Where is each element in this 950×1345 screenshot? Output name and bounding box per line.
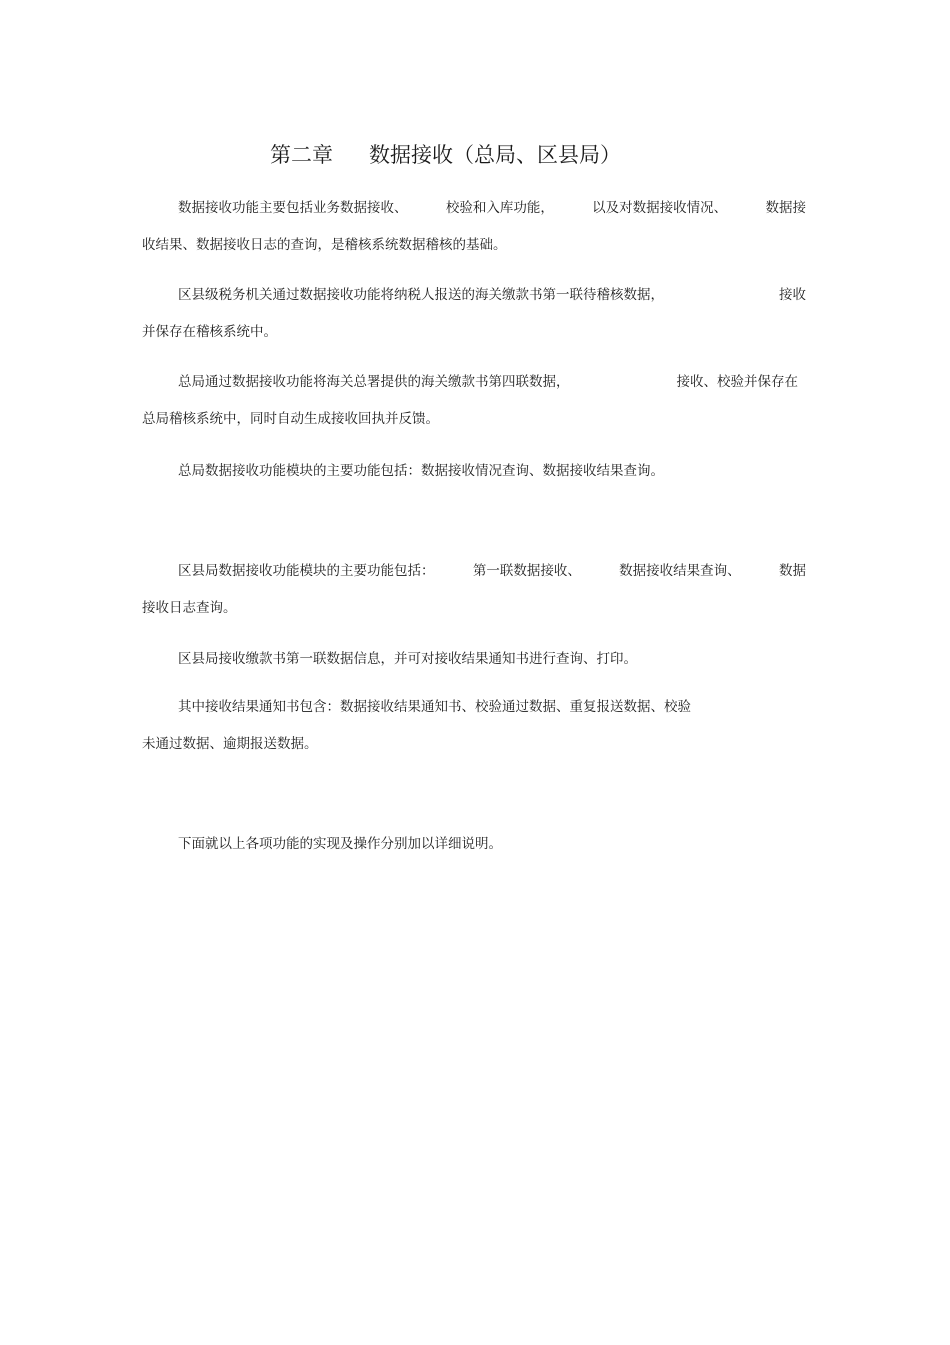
paragraph-3 [142, 364, 806, 438]
paragraph-line [142, 364, 806, 401]
paragraph-4 [142, 453, 806, 490]
text-segment: 校验和入库功能， [445, 200, 554, 216]
text-segment: 下面就以上各项功能的实现及操作分别加以详细说明。 [178, 836, 502, 852]
paragraph-line [142, 553, 806, 590]
paragraph-5 [142, 553, 806, 627]
text-segment: 其中接收结果通知书包含：数据接收结果通知书、校验通过数据、重复报送数据、校验 [178, 699, 691, 715]
text-segment: 区县局数据接收功能模块的主要功能包括： [178, 563, 435, 579]
text-segment: 以及对数据接收情况、 [592, 200, 728, 216]
text-segment: 并保存在稽核系统中。 [142, 324, 277, 340]
paragraph-7 [142, 689, 806, 763]
text-segment: 区县级税务机关通过数据接收功能将纳税人报送的海关缴款书第一联待稽核数据， [178, 287, 664, 303]
paragraph-line [142, 277, 806, 314]
paragraph-line [142, 314, 806, 351]
chapter-number: 第二章 [270, 143, 333, 167]
text-segment: 区县局接收缴款书第一联数据信息，并可对接收结果通知书进行查询、打印。 [178, 651, 637, 667]
paragraph-line [142, 826, 806, 863]
text-segment: 数据接收结果查询、 [619, 563, 741, 579]
paragraph-8 [142, 826, 806, 863]
text-segment: 第一联数据接收、 [472, 563, 581, 579]
paragraph-6 [142, 641, 806, 678]
paragraph-line [142, 401, 806, 438]
text-segment: 数据接收功能主要包括业务数据接收、 [178, 200, 408, 216]
text-segment: 接收 [779, 287, 806, 303]
paragraph-line [142, 641, 806, 678]
text-segment: 收结果、数据接收日志的查询，是稽核系统数据稽核的基础。 [142, 237, 507, 253]
chapter-title [270, 140, 621, 170]
paragraph-line [142, 590, 806, 627]
text-segment: 接收、校验并保存在 [676, 374, 798, 390]
paragraph-line [142, 689, 806, 726]
paragraph-line [142, 726, 806, 763]
paragraph-line [142, 227, 806, 264]
paragraph-2 [142, 277, 806, 351]
text-segment: 总局通过数据接收功能将海关总署提供的海关缴款书第四联数据， [178, 374, 570, 390]
paragraph-1 [142, 190, 806, 264]
text-segment: 数据接 [765, 200, 806, 216]
text-segment: 总局稽核系统中，同时自动生成接收回执并反馈。 [142, 411, 439, 427]
paragraph-line [142, 190, 806, 227]
chapter-heading: 数据接收（总局、区县局） [369, 143, 621, 167]
text-segment: 接收日志查询。 [142, 600, 237, 616]
text-segment: 总局数据接收功能模块的主要功能包括：数据接收情况查询、数据接收结果查询。 [178, 463, 664, 479]
text-segment: 未通过数据、逾期报送数据。 [142, 736, 318, 752]
paragraph-line [142, 453, 806, 490]
text-segment: 数据 [778, 563, 806, 579]
